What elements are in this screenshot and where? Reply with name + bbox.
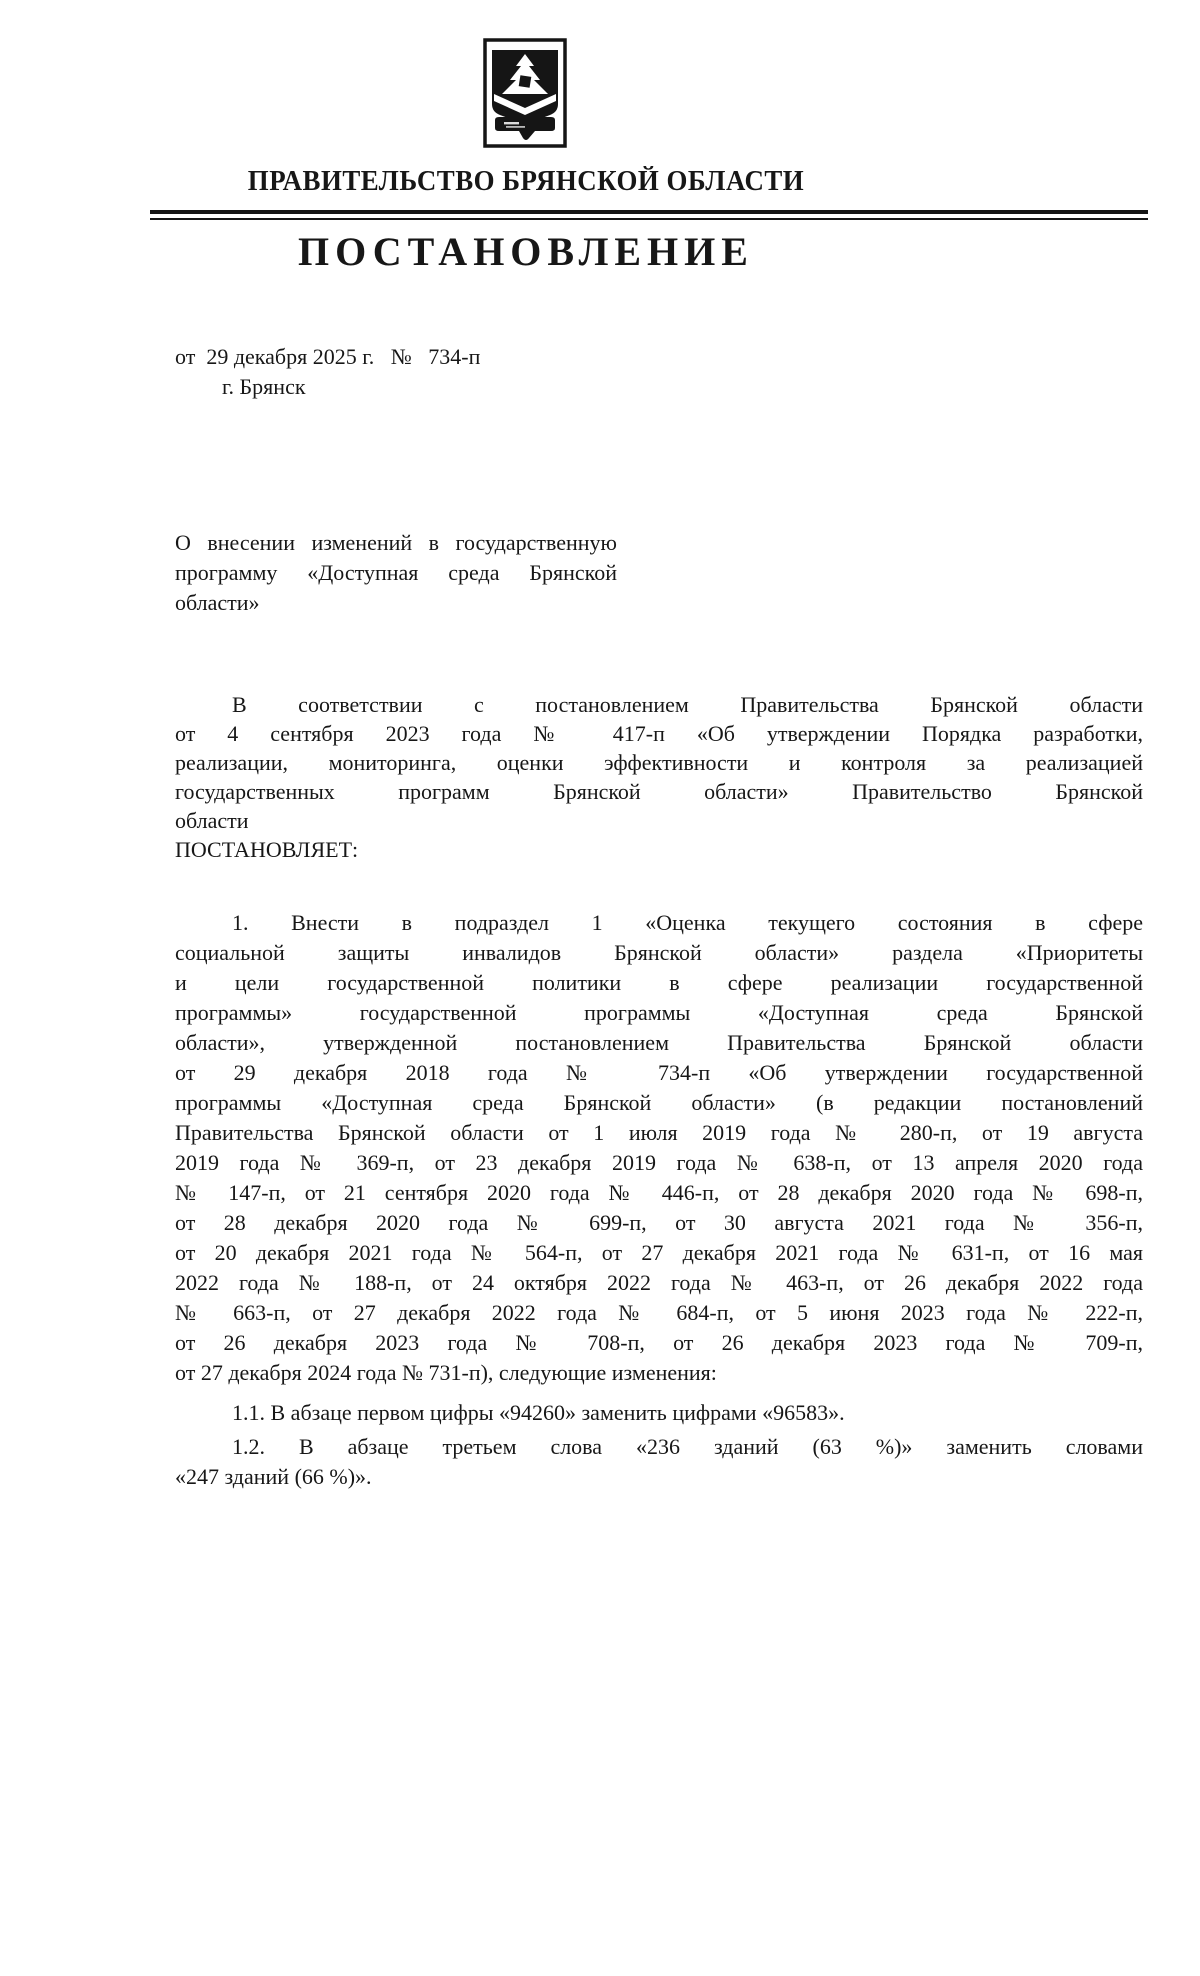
- text-line: В соответствии с постановлением Правительства Брянской области: [232, 692, 1143, 717]
- text-line: Правительства Брянской области от 1 июля 2019 года № 280-п, от 19 августа: [175, 1120, 1143, 1145]
- text-line: 1.1. В абзаце первом цифры «94260» заменить цифрами «96583».: [232, 1400, 845, 1425]
- text-line: области: [175, 808, 249, 833]
- text-line: 2022 года № 188-п, от 24 октября 2022 года № 463-п, от 26 декабря 2022 года: [175, 1270, 1143, 1295]
- text-line: № 147-п, от 21 сентября 2020 года № 446-п, от 28 декабря 2020 года № 698-п,: [175, 1180, 1143, 1205]
- text-line: государственных программ Брянской области» Правительство Брянской: [175, 779, 1143, 804]
- date-and-number-line: от 29 декабря 2025 г. № 734-п: [175, 344, 481, 369]
- text-line: 2019 года № 369-п, от 23 декабря 2019 года № 638-п, от 13 апреля 2020 года: [175, 1150, 1143, 1175]
- text-line: от 4 сентября 2023 года № 417-п «Об утверждении Порядка разработки,: [175, 721, 1143, 746]
- text-line: № 663-п, от 27 декабря 2022 года № 684-п, от 5 июня 2023 года № 222-п,: [175, 1300, 1143, 1325]
- clause-1-2-paragraph: [175, 1432, 1143, 1492]
- resolve-word-line: ПОСТАНОВЛЯЕТ:: [175, 837, 359, 862]
- text-line: программы «Доступная среда Брянской области» (в редакции постановлений: [175, 1090, 1143, 1115]
- preamble-paragraph: [175, 690, 1143, 864]
- header-divider: [150, 210, 1148, 220]
- text-line: и цели государственной политики в сфере реализации государственной: [175, 970, 1143, 995]
- clause-1-1-paragraph: [175, 1398, 1143, 1428]
- text-line: реализации, мониторинга, оценки эффективности и контроля за реализацией: [175, 750, 1143, 775]
- text-line: 1.2. В абзаце третьем слова «236 зданий (63 %)» заменить словами: [232, 1434, 1143, 1459]
- document-type-title: ПОСТАНОВЛЕНИЕ: [298, 229, 754, 274]
- text-line: от 20 декабря 2021 года № 564-п, от 27 декабря 2021 года № 631-п, от 16 мая: [175, 1240, 1143, 1265]
- subject-block: [175, 528, 617, 618]
- text-line: «247 зданий (66 %)».: [175, 1464, 372, 1489]
- city-line: г. Брянск: [222, 374, 306, 399]
- text-line: программу «Доступная среда Брянской: [175, 560, 617, 585]
- coat-of-arms-icon: [483, 38, 567, 148]
- issuing-authority-name: ПРАВИТЕЛЬСТВО БРЯНСКОЙ ОБЛАСТИ: [247, 166, 805, 197]
- text-line: от 28 декабря 2020 года № 699-п, от 30 августа 2021 года № 356-п,: [175, 1210, 1143, 1235]
- text-line: О внесении изменений в государственную: [175, 530, 617, 555]
- text-line: 1. Внести в подраздел 1 «Оценка текущего состояния в сфере: [232, 910, 1143, 935]
- text-line: области»: [175, 590, 260, 615]
- text-line: программы» государственной программы «Доступная среда Брянской: [175, 1000, 1143, 1025]
- text-line: от 27 декабря 2024 года № 731-п), следующие изменения:: [175, 1360, 717, 1385]
- clause-1-paragraph: [175, 908, 1143, 1388]
- text-line: от 29 декабря 2018 года № 734-п «Об утверждении государственной: [175, 1060, 1143, 1085]
- text-line: области», утвержденной постановлением Правительства Брянской области: [175, 1030, 1143, 1055]
- text-line: социальной защиты инвалидов Брянской области» раздела «Приоритеты: [175, 940, 1143, 965]
- text-line: от 26 декабря 2023 года № 708-п, от 26 декабря 2023 года № 709-п,: [175, 1330, 1143, 1355]
